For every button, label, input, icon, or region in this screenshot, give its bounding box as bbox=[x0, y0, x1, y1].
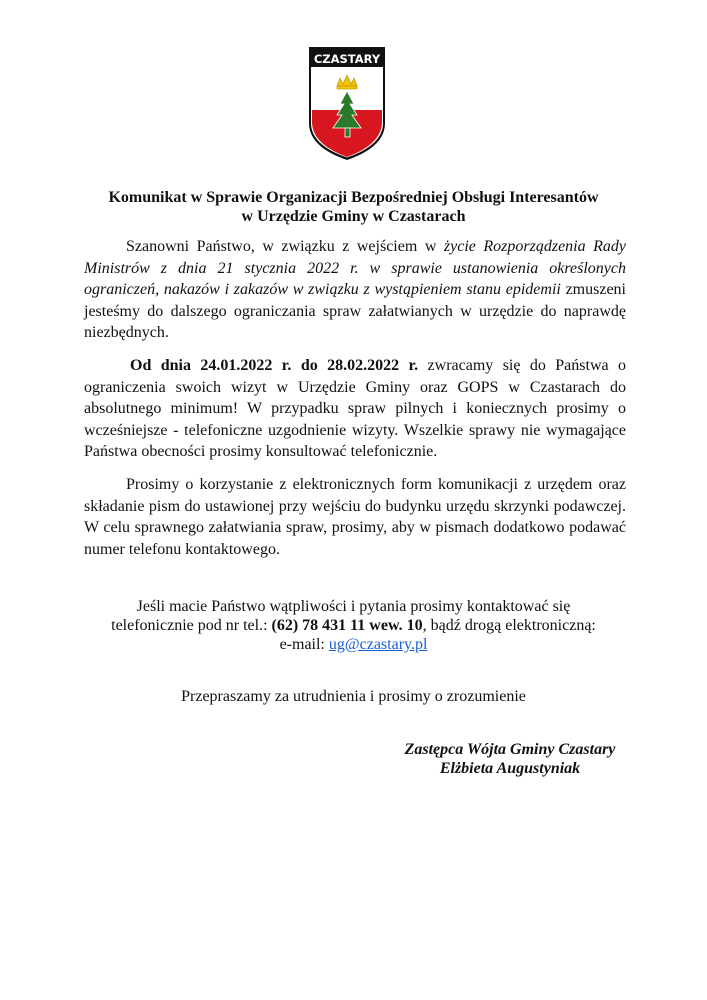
contact-line-2 bbox=[60, 616, 647, 635]
signature-block bbox=[360, 740, 660, 778]
contact-info bbox=[60, 597, 647, 654]
apology-text: Przepraszamy za utrudnienia i prosimy o zrozumienie bbox=[181, 688, 526, 705]
date-range: Od dnia 24.01.2022 r. do 28.02.2022 r. bbox=[130, 357, 419, 374]
announcement-title bbox=[60, 188, 647, 226]
email-link[interactable]: ug@czastary.pl bbox=[328, 636, 428, 653]
paragraph-2-rest: zwracamy się do Państwa o ograniczenia swoich wizyt w Urzędzie Gminy oraz GOPS w Czastarach do absolutnego minimum! W przypadku spraw pilnych i koniecznych prosimy o wcześniejsze - telefoniczne uzgodnienie wizyty. Wszelkie sprawy nie wymagające Państwa obecności prosimy konsultować telefonicznie. bbox=[84, 357, 626, 460]
paragraph-1-rest: zmuszeni jesteśmy do dalszego ograniczania spraw załatwianych w urzędzie do naprawdę niezbędnych. bbox=[84, 281, 627, 341]
title-line-1: Komunikat w Sprawie Organizacji Bezpośredniej Obsługi Interesantów bbox=[108, 189, 599, 206]
contact-phone-prefix: telefonicznie pod nr tel.: bbox=[111, 617, 272, 634]
signature-name: Elżbieta Augustyniak bbox=[439, 760, 581, 777]
crest-label: CZASTARY bbox=[313, 52, 381, 66]
phone-number: (62) 78 431 11 wew. 10 bbox=[271, 617, 423, 634]
contact-line-1: Jeśli macie Państwo wątpliwości i pytania prosimy kontaktować się bbox=[136, 598, 571, 615]
contact-phone-suffix: , bądź drogą elektroniczną: bbox=[422, 617, 596, 634]
paragraph-3-text: Prosimy o korzystanie z elektronicznych form komunikacji z urzędem oraz składanie pism do ustawionej przy wejściu do budynku urzędu skrzynki podawczej. W celu sprawnego załatwiania spraw, prosimy, aby w pismach dodatkowo podawać numer telefonu kontaktowego. bbox=[84, 476, 626, 558]
czastary-coat-of-arms bbox=[306, 44, 388, 160]
paragraph-3 bbox=[84, 474, 626, 560]
paragraph-2 bbox=[84, 355, 626, 463]
paragraph-1 bbox=[84, 236, 626, 344]
title-line-2: w Urzędzie Gminy w Czastarach bbox=[241, 208, 466, 225]
paragraph-1-regulation: życie Rozporządzenia Rady Ministrów z dnia 21 stycznia 2022 r. w sprawie ustanowienia określonych ograniczeń, nakazów i zakazów w związku z wystąpieniem stanu epidemii bbox=[84, 238, 627, 298]
email-prefix: e-mail: bbox=[279, 636, 329, 653]
paragraph-1-intro: Szanowni Państwo, w związku z wejściem w bbox=[126, 238, 444, 255]
signature-role: Zastępca Wójta Gminy Czastary bbox=[404, 741, 616, 758]
contact-line-3 bbox=[60, 635, 647, 654]
